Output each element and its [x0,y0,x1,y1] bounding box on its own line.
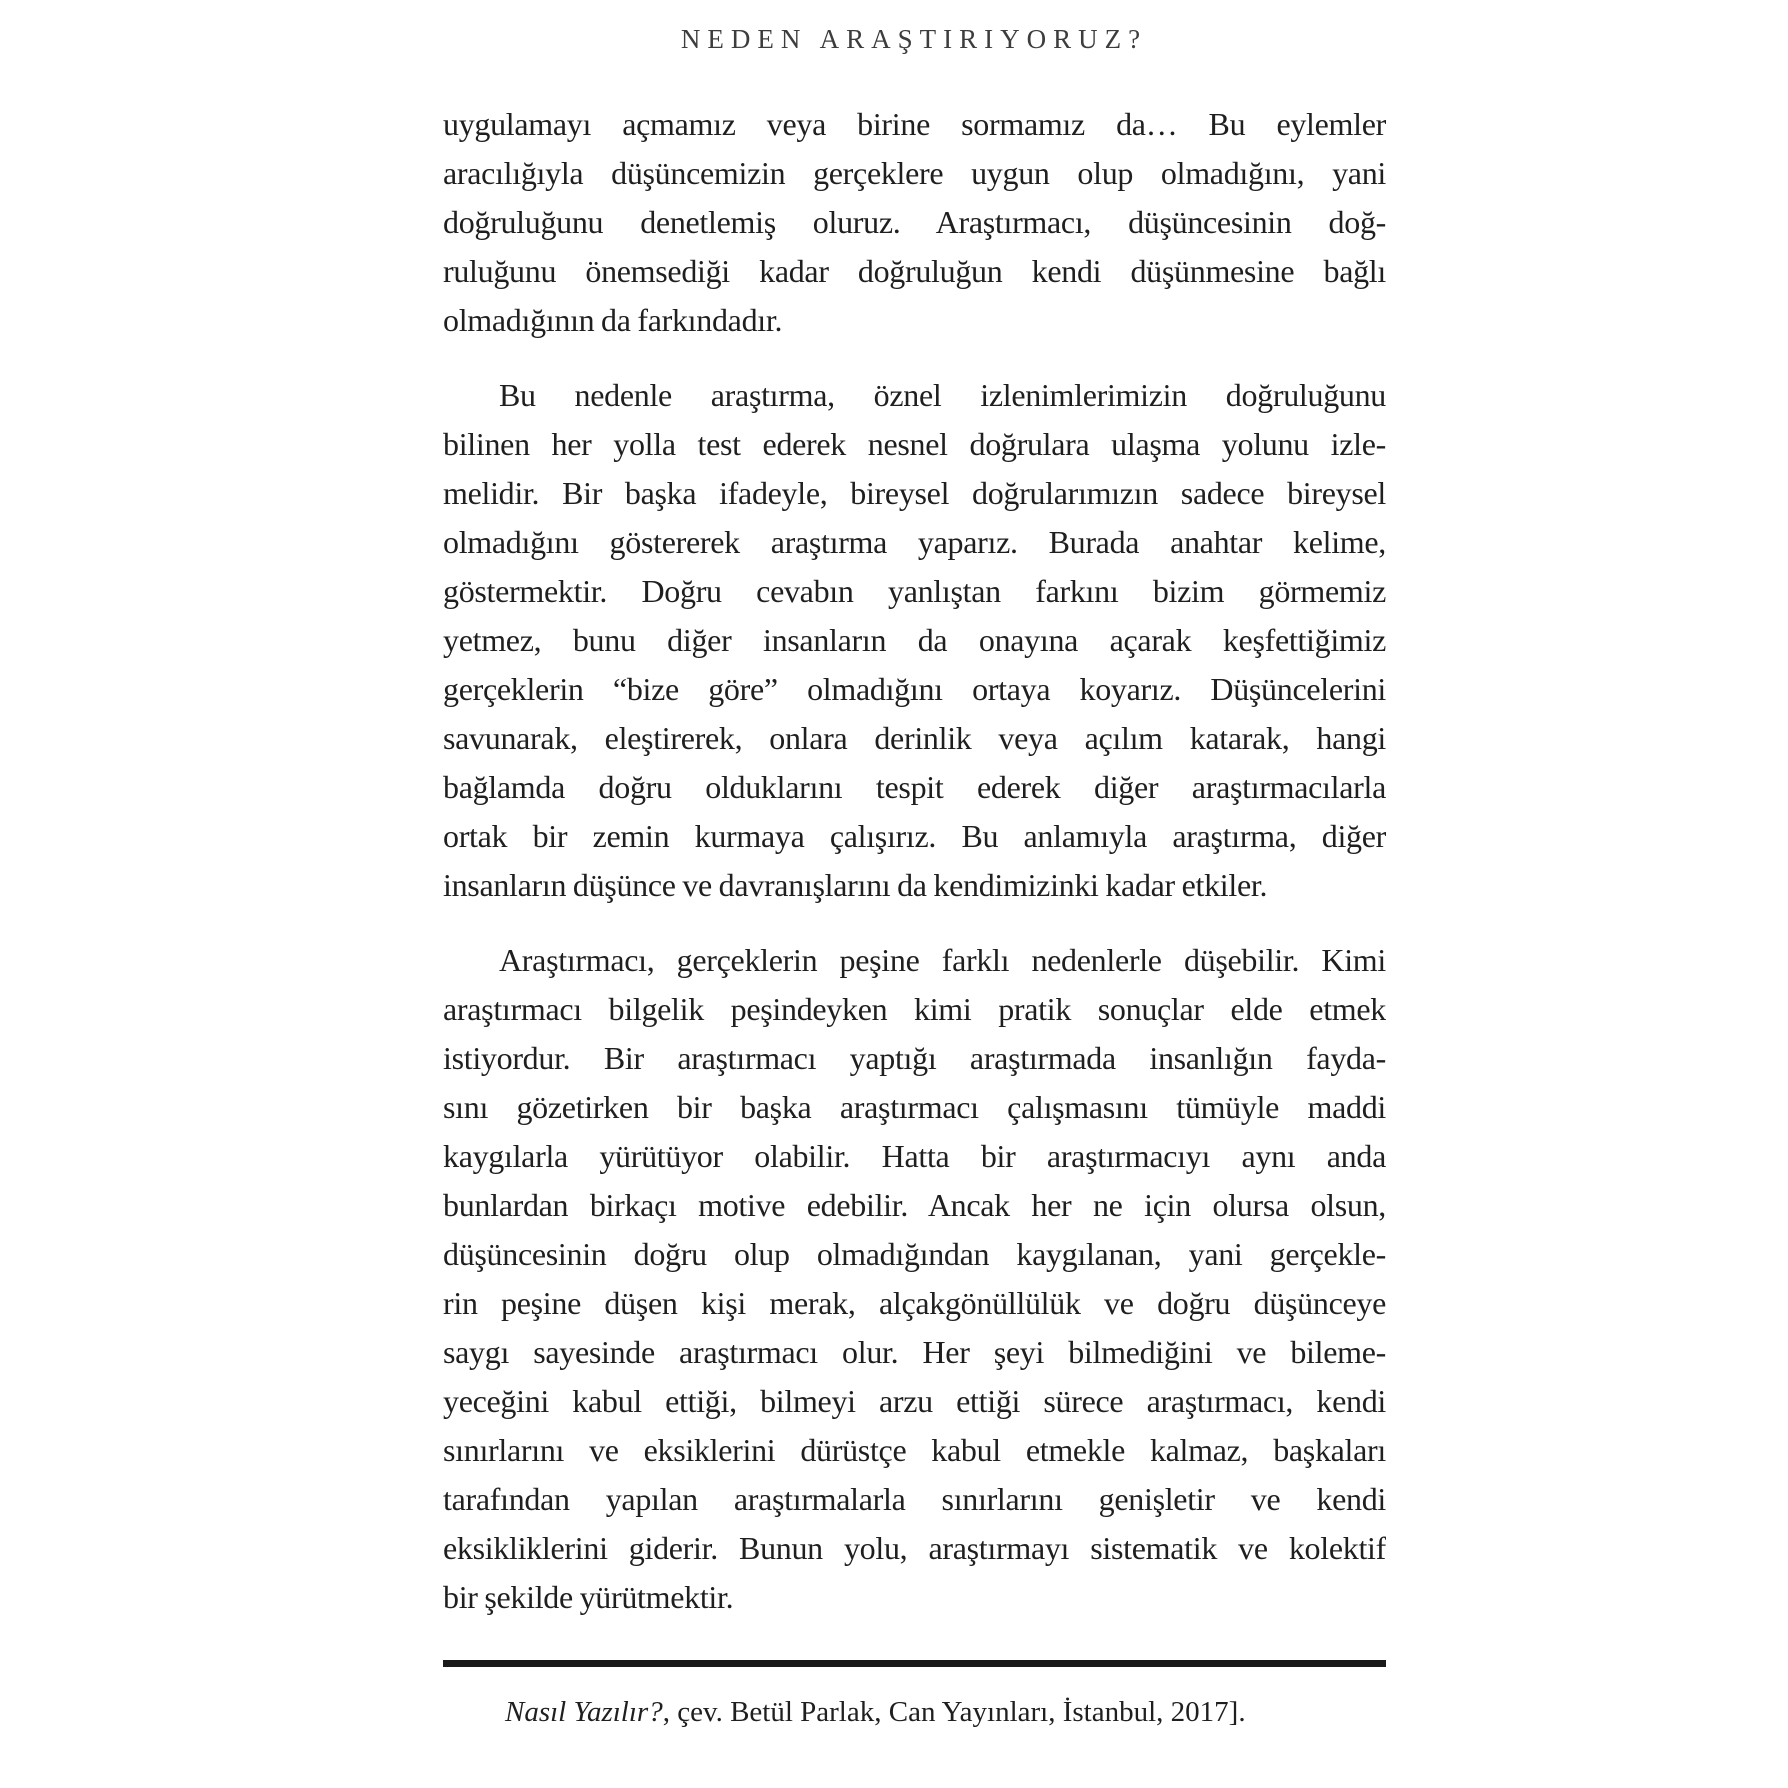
paragraph [443,371,1386,910]
text-line: göstermektir. Doğru cevabın yanlıştan farkını bizim görmemiz [443,573,1386,609]
text-line: savunarak, eleştirerek, onlara derinlik veya açılım katarak, hangi [443,720,1386,756]
text-line: saygı sayesinde araştırmacı olur. Her şeyi bilmediğini ve bileme- [443,1334,1386,1370]
paragraph [443,936,1386,1622]
text-line: bunlardan birkaçı motive edebilir. Ancak her ne için olursa olsun, [443,1187,1386,1223]
footnote-divider [443,1660,1386,1667]
text-line: tarafından yapılan araştırmalarla sınırlarını genişletir ve kendi [443,1481,1386,1517]
paragraph [443,100,1386,345]
text-line: eksikliklerini giderir. Bunun yolu, araştırmayı sistematik ve kolektif [443,1530,1386,1566]
text-line: yetmez, bunu diğer insanların da onayına açarak keşfettiğimiz [443,622,1386,658]
text-line: Bu nedenle araştırma, öznel izlenimlerimizin doğruluğunu [499,377,1386,413]
text-line: istiyordur. Bir araştırmacı yaptığı araştırmada insanlığın fayda- [443,1040,1386,1076]
footnote-citation: , çev. Betül Parlak, Can Yayınları, İstanbul, 2017]. [662,1696,1246,1728]
text-line: olmadığını göstererek araştırma yaparız. Burada anahtar kelime, [443,524,1386,560]
text-line: insanların düşünce ve davranışlarını da kendimizinki kadar etkiler. [443,867,1268,903]
text-line: aracılığıyla düşüncemizin gerçeklere uygun olup olmadığını, yani [443,155,1386,191]
text-line: ortak bir zemin kurmaya çalışırız. Bu anlamıyla araştırma, diğer [443,818,1386,854]
text-line: sınırlarını ve eksiklerini dürüstçe kabul etmekle kalmaz, başkaları [443,1432,1386,1468]
text-line: melidir. Bir başka ifadeyle, bireysel doğrularımızın sadece bireysel [443,475,1386,511]
text-line: gerçeklerin “bize göre” olmadığını ortaya koyarız. Düşüncelerini [443,671,1386,707]
text-line: bağlamda doğru olduklarını tespit ederek diğer araştırmacılarla [443,769,1386,805]
text-line: yeceğini kabul ettiği, bilmeyi arzu ettiği sürece araştırmacı, kendi [443,1383,1386,1419]
text-line: sını gözetirken bir başka araştırmacı çalışmasını tümüyle maddi [443,1089,1386,1125]
text-line: kaygılarla yürütüyor olabilir. Hatta bir araştırmacıyı aynı anda [443,1138,1386,1174]
text-line: bilinen her yolla test ederek nesnel doğrulara ulaşma yolunu izle- [443,426,1386,462]
body-text [443,100,1386,1648]
text-line: doğruluğunu denetlemiş oluruz. Araştırmacı, düşüncesinin doğ- [443,204,1386,240]
text-line: düşüncesinin doğru olup olmadığından kaygılanan, yani gerçekle- [443,1236,1386,1272]
text-line: Araştırmacı, gerçeklerin peşine farklı nedenlerle düşebilir. Kimi [499,942,1386,978]
text-line: olmadığının da farkındadır. [443,302,783,338]
text-line: ruluğunu önemsediği kadar doğruluğun kendi düşünmesine bağlı [443,253,1386,289]
text-line: rin peşine düşen kişi merak, alçakgönüllülük ve doğru düşünceye [443,1285,1386,1321]
footnote [443,1690,1386,1734]
text-line: araştırmacı bilgelik peşindeyken kimi pratik sonuçlar elde etmek [443,991,1386,1027]
text-line: uygulamayı açmamız veya birine sormamız da… Bu eylemler [443,106,1386,142]
text-line: bir şekilde yürütmektir. [443,1579,734,1615]
page-header: NEDEN ARAŞTIRIYORUZ? [680,24,1148,54]
footnote-book-title: Nasıl Yazılır? [505,1696,663,1728]
